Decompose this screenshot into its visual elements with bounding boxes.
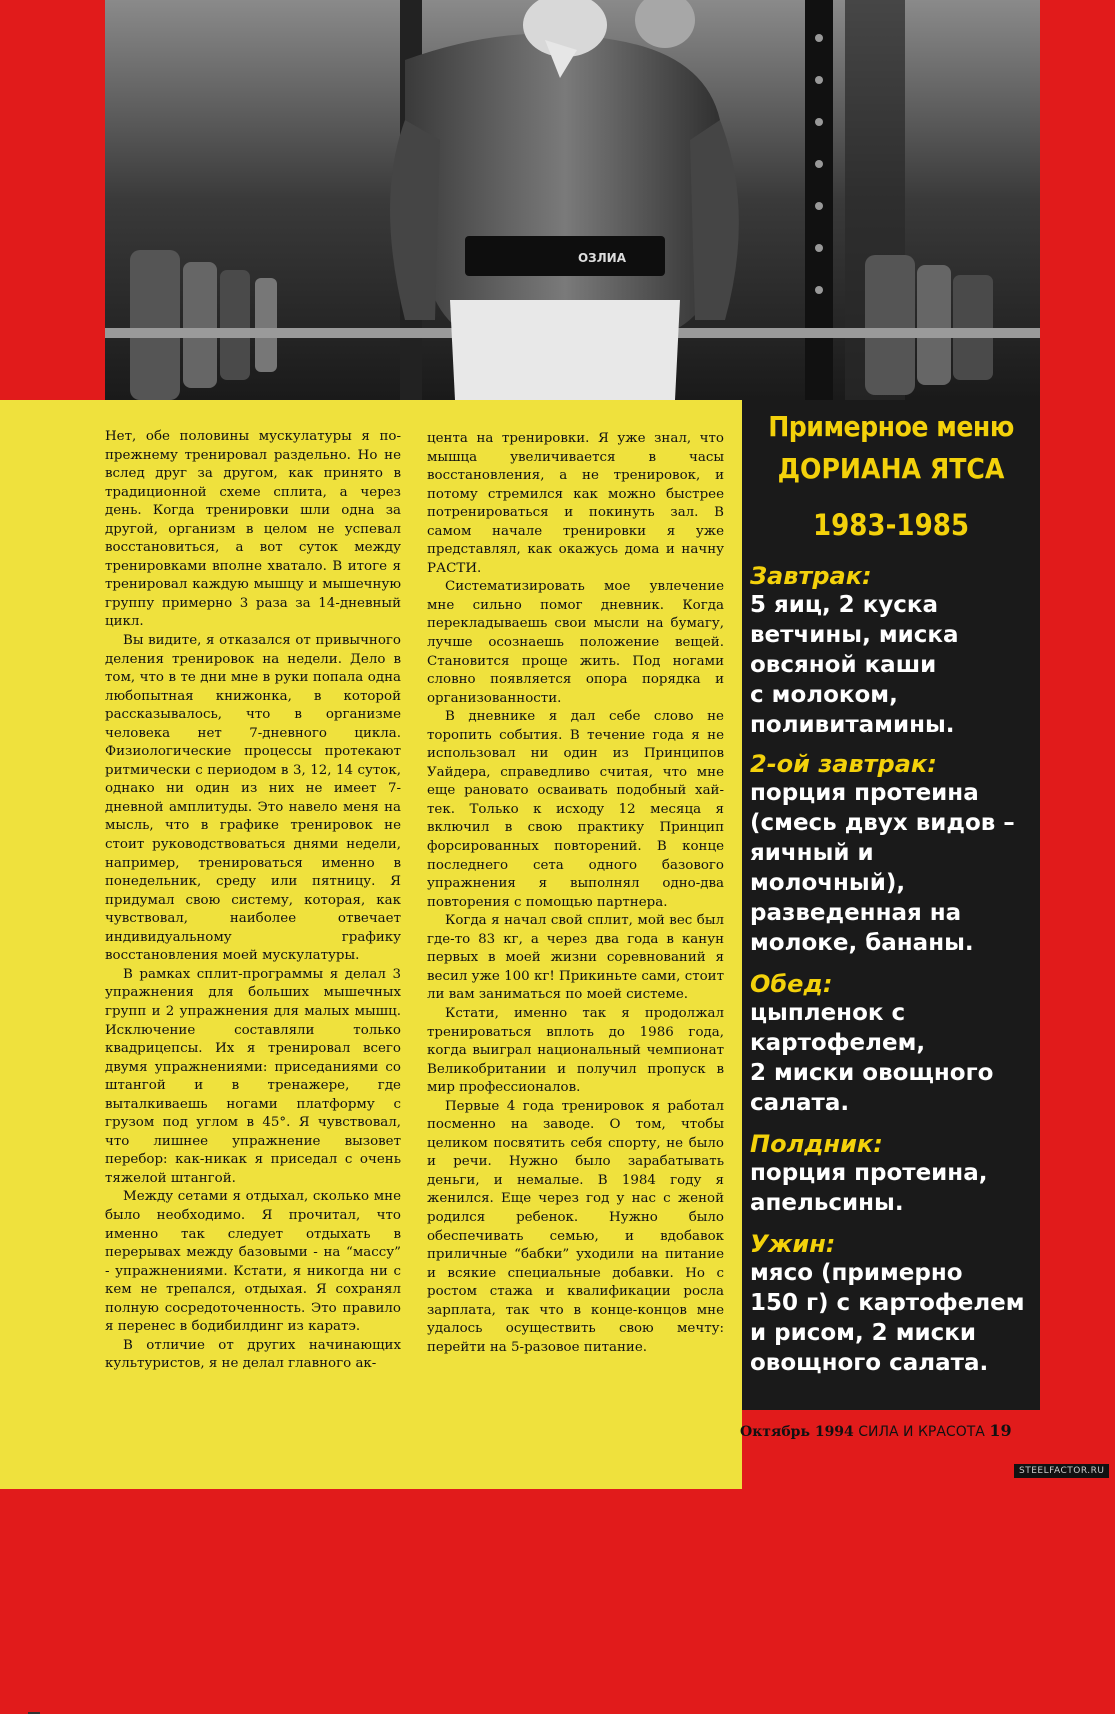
meal-lunch [750,970,1040,1118]
meal-line: с молоком, [750,682,898,708]
meal-name: Обед: [750,970,833,998]
meal-line: разведенная на [750,900,962,926]
meal-name: Полдник: [750,1130,883,1158]
paragraph: В рамках сплит-программы я делал 3 упражнения для больших мышечных групп и 2 упражнения для малых мышц. Исключение составляли только квадрицепсы. Их я тренировал всего двумя упражнениями: приседаниями со штангой и в тренажере, где выталкиваешь ногами платформу с грузом под углом в 45°. Я чувствовал, что лишнее упражнение вызовет перебор: как-никак я приседал с очень тяжелой штангой. [105,966,401,1186]
meal-line: молоке, бананы. [750,930,974,956]
meal-name: Ужин: [750,1230,836,1258]
sidebar-title-years: 1983-1985 [812,508,970,542]
paragraph: Между сетами я отдыхал, сколько мне было необходимо. Я прочитал, что именно так следует отдыхать в перерывах между базовыми - на “массу” - упражнениями. Кстати, я никогда ни с кем не трепался, отдыхая. Я сохранял полную сосредоточенность. Это правило я перенес в бодибилдинг из каратэ. [105,1189,401,1335]
paragraph: Первые 4 года тренировок я работал посменно на заводе. О том, чтобы целиком посвятить себя спорту, не было и речи. Нужно было зарабатывать деньги, и немалые. В 1984 году я женился. Еще через год у нас с женой родился ребенок. Нужно было обеспечивать семью, и вдобавок приличные “бабки” уходили на питание и всякие специальные добавки. Но с ростом стажа и квалификации росла зарплата, так что в конце-концов мне удалось осуществить свою мечту: перейти на 5-разовое питание. [427,1098,724,1355]
meal-line: (смесь двух видов – [750,810,1015,836]
paragraph: Нет, обе половины мускулатуры я по-прежнему тренировал раздельно. Но не вслед друг за другом, как принято в традиционной схеме сплита, а через день. Когда тренировки шли одна за другой, организм в целом не успевал восстановиться, а вот суток между тренировками вполне хватало. В итоге я тренировал каждую мышцу и мышечную группу примерно 3 раза за 14-дневный цикл. [105,429,401,630]
issue-date: Октябрь 1994 [740,1424,854,1440]
meal-line: 2 миски овощного [750,1060,994,1086]
paragraph: цента на тренировки. Я уже знал, что мышца увеличивается в часы восстановления, а не тренировок, и потому стремился как можно быстрее потренироваться и покинуть зал. В самом начале тренировки я уже представлял, как окажусь дома и начну РАСТИ. [427,431,724,576]
meal-name: Завтрак: [750,562,872,590]
sidebar-title: Примерное меню [768,410,1014,443]
meal-line: и рисом, 2 миски [750,1320,976,1346]
meal-line: картофелем, [750,1030,926,1056]
meal-line: салата. [750,1090,850,1116]
article-column-2 [427,430,724,1357]
meal-line: мясо (примерно [750,1260,963,1286]
watermark: STEELFACTOR.RU [1014,1464,1109,1478]
paragraph: Кстати, именно так я продолжал тренироваться вплоть до 1986 года, когда выиграл национальный чемпионат Великобритании и получил пропуск в мир профессионалов. [427,1005,724,1096]
meal-breakfast [750,562,1040,740]
paragraph: В отличие от других начинающих культуристов, я не делал главного ак- [105,1337,401,1372]
page-footer [740,1421,1012,1440]
meal-line: поливитамины. [750,712,955,738]
paragraph: Вы видите, я отказался от привычного деления тренировок на недели. Дело в том, что в те дни мне в руки попала одна любопытная книжонка, в которой рассказывалось, что в организме человека нет 7-дневного цикла. Физиологические процессы протекают ритмически с периодом в 3, 12, 14 суток, однако ни один из них не имеет 7-дневной амплитуды. Это навело меня на мысль, что в графике тренировок не стоит руководствоваться днями недели, например, тренироваться именно в понедельник, среду или пятницу. Я придумал свою систему, которая, как чувствовал, наиболее отвечает индивидуальному графику восстановления моей мускулатуры. [105,633,401,964]
paragraph: В дневнике я дал себе слово не торопить события. В течение года я не использовал ни один из Принципов Уайдера, справедливо считая, что мне еще рановато осваивать подобный хай-тек. Только к исходу 12 месяца я включил в свою практику Принцип форсированных повторений. В конце последнего сета одного базового упражнения я выполнял одно-два повторения с помощью партнера. [427,709,724,910]
meal-line: яичный и [750,840,874,866]
gym-photo [105,0,1040,400]
meal-line: порция протеина, [750,1160,988,1186]
magazine-name: СИЛА И КРАСОТА [858,1424,985,1440]
meal-name: 2-ой завтрак: [750,750,937,778]
meal-dinner [750,1230,1040,1378]
belt-logo-text: OЗЛИА [577,251,627,265]
meal-line: апельсины. [750,1190,904,1216]
meal-line: 150 г) с картофелем [750,1290,1025,1316]
meal-line: овощного салата. [750,1350,989,1376]
meal-line: цыпленок с [750,1000,906,1026]
article-column-1 [105,428,401,1374]
paragraph: Систематизировать мое увлечение мне сильно помог дневник. Когда перекладываешь свои мысли на бумагу, лучше осознаешь положение вещей. Становится проще жить. Под ногами словно появляется опора порядка и организованности. [427,579,724,706]
meal-line: молочный), [750,870,906,896]
bodybuilder-deadlift-illustration [105,0,1040,400]
meal-second-breakfast [750,750,1040,958]
paragraph: Когда я начал свой сплит, мой вес был где-то 83 кг, а через два года в канун первых в моей жизни соревнований я весил уже 100 кг! Прикиньте сами, стоит ли вам заниматься по моей системе. [427,913,724,1003]
meal-line: 5 яиц, 2 куска [750,592,939,618]
sidebar-title-name: ДОРИАНА ЯТСА [777,452,1005,485]
meal-line: овсяной каши [750,652,937,678]
meal-line: ветчины, миска [750,622,959,648]
meal-line: порция протеина [750,780,979,806]
page-number: 19 [989,1421,1012,1440]
menu-sidebar [742,400,1040,1410]
meal-afternoon-snack [750,1130,1040,1218]
